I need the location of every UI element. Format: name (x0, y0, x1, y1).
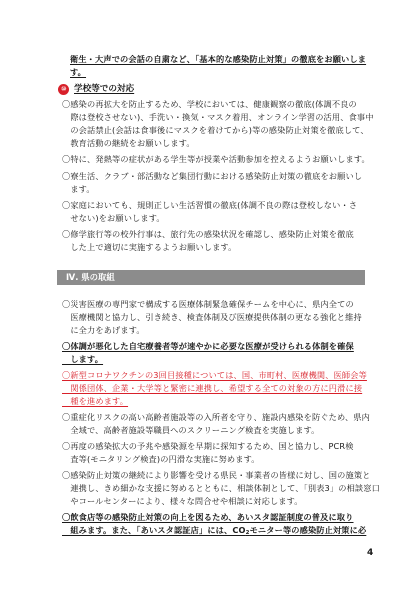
pref-p5-line: 〇再度の感染拡大の予兆や感染源を早期に探知するため、国と協力し、PCR検 (62, 441, 354, 451)
pref-p7-text-a: 組みます。また、「あいスタ認証店」には、CO (62, 525, 246, 535)
school-line: 〇修学旅行等の校外行事は、旅行先の感染状況を確認し、感染防止対策を徹底 (62, 229, 354, 239)
pref-p3-line: 種を進めます。 (62, 396, 129, 406)
intro-line-2: す。 (70, 67, 87, 77)
pref-p3-line: 〇新型コロナワクチンの3回目接種については、国、市町村、医療機関、医師会等 (62, 370, 367, 380)
pref-p6-line: 〇感染防止対策の継続により影響を受ける県民・事業者の皆様に対し、国の施策と (62, 470, 371, 480)
section-number-badge: ⑩ (58, 84, 69, 95)
school-line: 〇寮生活、クラブ・部活動など集団行動における感染防止対策の徹底をお願いし (62, 171, 363, 181)
pref-p3-line: 関係団体、企業・大学等と緊密に連携し、希望する全ての対象の方に円滑に接 (62, 383, 363, 393)
school-line: 〇感染の再拡大を防止するため、学校においては、健康観察の徹底(体調不良の (62, 99, 357, 109)
school-line: せない)をお願いします。 (62, 213, 165, 223)
pref-p2-line: します。 (62, 354, 104, 364)
school-line: 際は登校させない)、手洗い・換気・マスク着用、オンライン学習の活用、食事中 (62, 112, 374, 122)
school-line: ます。 (62, 184, 95, 194)
pref-p4-line: 〇重症化リスクの高い高齢者施設等の入所者を守り、施設内感染を防ぐため、県内 (62, 412, 370, 422)
pref-p6-line: 連携し、きめ細かな支援に努めるとともに、相談体制として、「別表3」の相談窓口 (62, 483, 380, 493)
pref-p4-line: 全域で、高齢者施設等職員へのスクリーニング検査を実施します。 (62, 425, 320, 435)
school-line: した上で適切に実施するようお願いします。 (62, 242, 237, 252)
pref-p1-line: 〇災害医療の専門家で構成する医療体制緊急確保チームを中心に、県内全ての (62, 299, 354, 309)
pref-p7-text-b: モニター等の感染防止対策に必 (249, 525, 367, 535)
school-line: 教育活動の継続をお願いします。 (62, 138, 195, 148)
pref-p7-line-2 (62, 524, 366, 539)
co2-subscript: 2 (245, 530, 250, 536)
pref-p7-line: 〇飲食店等の感染防止対策の向上を図るため、あいスタ認証制度の普及に取り (62, 512, 354, 522)
school-line: の会話禁止(会話は食事後にマスクを着けてから)等の感染防止対策を徹底して、 (62, 125, 369, 135)
school-section-title: 学校等での対応 (74, 84, 135, 94)
pref-p5-line: 査等(モニタリング検査)の円滑な実施に努めます。 (62, 454, 260, 464)
pref-p6-line: やコールセンターにより、様々な問合せや相談に対応します。 (62, 496, 303, 506)
pref-p1-line: 医療機関と協力し、引き続き、検査体制及び医療提供体制の更なる強化と維持 (62, 312, 362, 322)
section-banner: Ⅳ. 県の取組 (57, 270, 365, 285)
pref-p1-line: に全力をあげます。 (62, 325, 145, 335)
intro-line-1: 衛生・大声での会話の自粛など、「基本的な感染防止対策」の徹底をお願いしま (70, 54, 367, 64)
school-line: 〇特に、発熱等の症状がある学生等が授業や活動参加を控えるようお願いします。 (62, 154, 370, 164)
page-number: 4 (367, 548, 374, 558)
pref-p2-line: 〇体調が悪化した自宅療養者等が速やかに必要な医療が受けられる体制を確保 (62, 341, 354, 351)
school-line: 〇家庭においても、規則正しい生活習慣の徹底(体調不良の際は登校しない・さ (62, 200, 358, 210)
